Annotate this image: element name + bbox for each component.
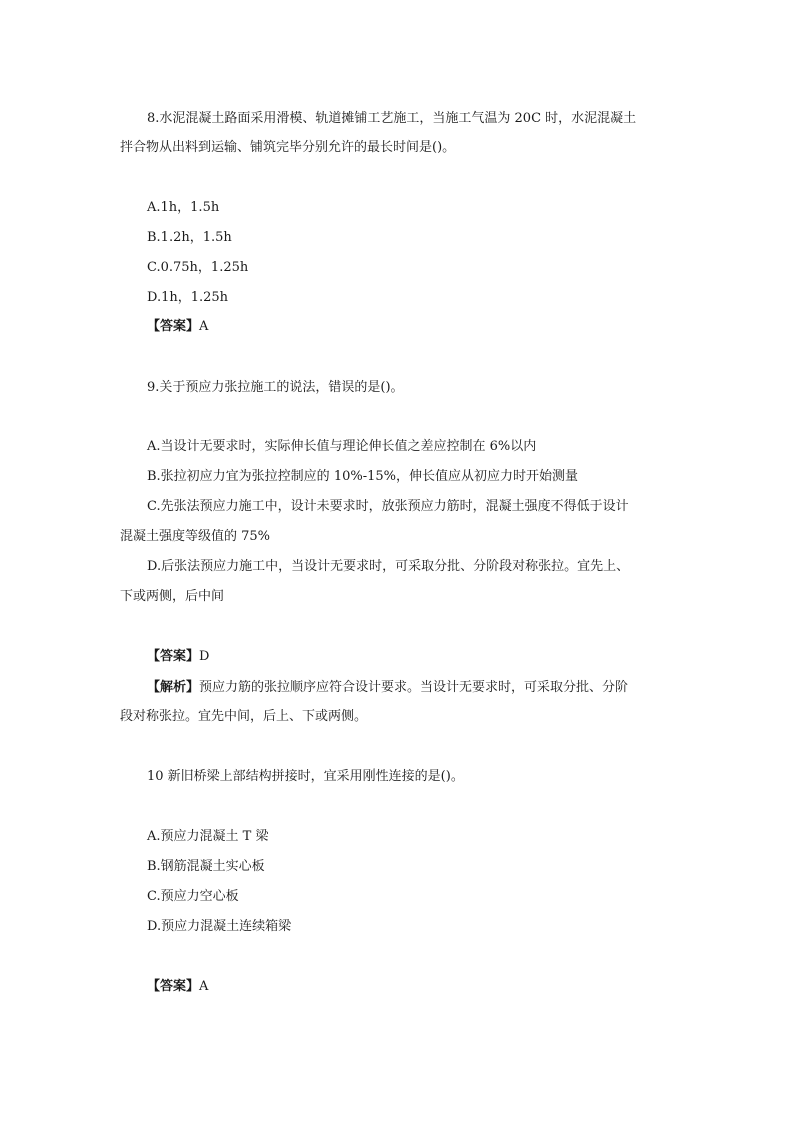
q10-option-c: C.预应力空心板: [147, 889, 239, 904]
q9-option-a: A.当设计无要求时，实际伸长值与理论伸长值之差应控制在 6%以内: [147, 439, 537, 454]
q9-answer: [147, 649, 209, 665]
q9-analysis-line1: [147, 680, 628, 696]
q8-option-c: C.0.75h，1.25h: [147, 260, 249, 275]
q9-option-b: B.张拉初应力宜为张拉控制应的 10%-15%，伸长值应从初应力时开始测量: [147, 469, 578, 484]
q8-answer: [147, 319, 208, 335]
q9-analysis-label: 【解析】: [147, 680, 200, 695]
q10-option-b: B.钢筋混凝土实心板: [147, 859, 265, 874]
q8-stem-line1: 8.水泥混凝土路面采用滑模、轨道摊铺工艺施工，当施工气温为 20C 时，水泥混凝土: [147, 111, 637, 126]
q8-option-d: D.1h，1.25h: [147, 290, 229, 305]
q8-option-a: A.1h，1.5h: [147, 200, 220, 215]
q10-answer-value: A: [199, 979, 209, 994]
q9-answer-label: 【答案】: [147, 649, 200, 664]
q9-analysis-line2: 段对称张拉。宜先中间，后上、下或两侧。: [120, 709, 368, 724]
q9-option-c-line1: C.先张法预应力施工中，设计未要求时，放张预应力筋时，混凝土强度不得低于设计: [147, 499, 629, 514]
q8-option-b: B.1.2h，1.5h: [147, 230, 232, 245]
q8-answer-label: 【答案】: [147, 319, 200, 334]
q9-answer-value: D: [199, 649, 210, 664]
q10-answer: [147, 979, 208, 995]
q9-analysis-text: 预应力筋的张拉顺序应符合设计要求。当设计无要求时，可采取分批、分阶: [199, 680, 629, 695]
q10-option-d: D.预应力混凝土连续箱梁: [147, 919, 292, 934]
q10-option-a: A.预应力混凝土 T 梁: [147, 829, 269, 844]
q9-option-c-line2: 混凝土强度等级值的 75%: [120, 529, 271, 544]
q8-answer-value: A: [199, 319, 209, 334]
q9-option-d-line1: D.后张法预应力施工中，当设计无要求时，可采取分批、分阶段对称张拉。宜先上、: [147, 559, 630, 574]
q10-stem: 10 新旧桥梁上部结构拼接时，宜采用刚性连接的是()。: [147, 769, 464, 784]
q10-answer-label: 【答案】: [147, 979, 200, 994]
q8-stem-line2: 拌合物从出料到运输、铺筑完毕分别允许的最长时间是()。: [120, 140, 456, 155]
q9-option-d-line2: 下或两侧，后中间: [120, 589, 225, 604]
q9-stem: 9.关于预应力张拉施工的说法，错误的是()。: [147, 380, 404, 395]
